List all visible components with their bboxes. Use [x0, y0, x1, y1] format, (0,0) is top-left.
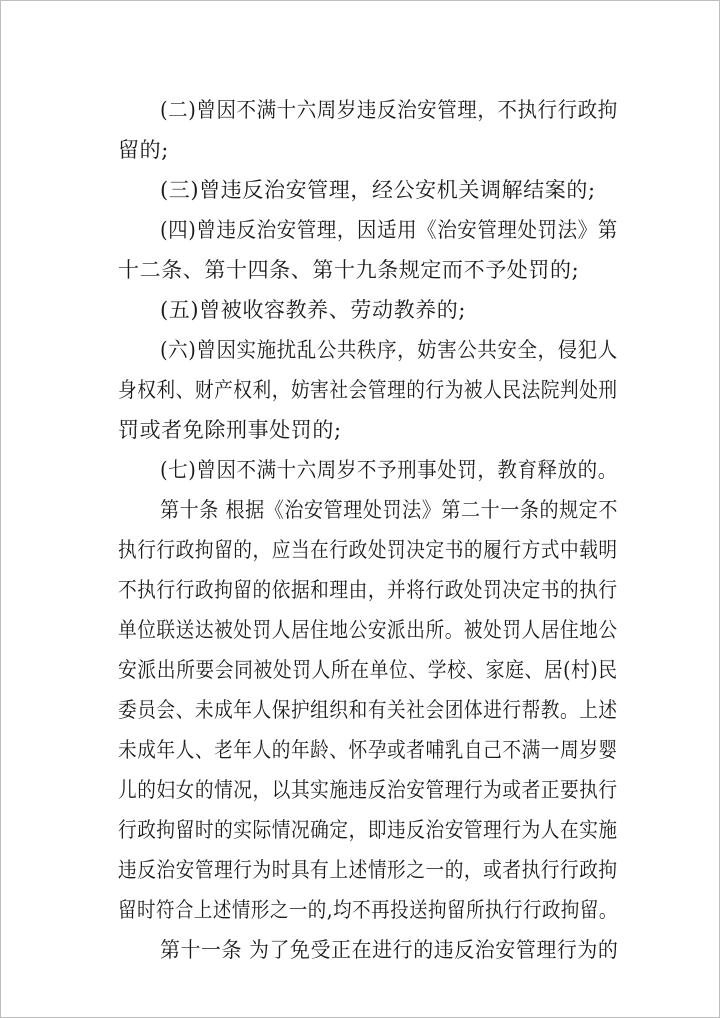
text-line: (四)曾违反治安管理，因适用《治安管理处罚法》第	[160, 218, 618, 242]
text-line: 罚或者免除刑事处罚的;	[118, 418, 342, 442]
text-line: 单位联送达被处罚人居住地公安派出所。被处罚人居住地公	[118, 618, 618, 642]
text-line: (五)曾被收容教养、劳动教养的;	[160, 298, 467, 322]
text-line: 委员会、未成年人保护组织和有关社会团体进行帮教。上述	[118, 698, 618, 722]
text-line: 第十条 根据《治安管理处罚法》第二十一条的规定不	[160, 498, 619, 522]
text-line: 儿的妇女的情况，以其实施违反治安管理行为或者正要执行	[118, 778, 618, 802]
text-line: (七)曾因不满十六周岁不予刑事处罚，教育释放的。	[160, 458, 618, 482]
text-line: 未成年人、老年人的年龄、怀孕或者哺乳自己不满一周岁婴	[118, 738, 618, 762]
text-line: (六)曾因实施扰乱公共秩序，妨害公共安全，侵犯人	[160, 338, 618, 362]
text-line: 留时符合上述情形之一的,均不再投送拘留所执行行政拘留。	[118, 898, 618, 922]
text-line: (二)曾因不满十六周岁违反治安管理，不执行行政拘	[160, 98, 618, 122]
text-line: 执行行政拘留的，应当在行政处罚决定书的履行方式中载明	[118, 538, 618, 562]
text-line: 身权利、财产权利，妨害社会管理的行为被人民法院判处刑	[118, 378, 618, 402]
text-line: 行政拘留时的实际情况确定，即违反治安管理行为人在实施	[118, 818, 618, 842]
text-line: 不执行行政拘留的依据和理由，并将行政处罚决定书的执行	[118, 578, 618, 602]
text-line: 第十一条 为了免受正在进行的违反治安管理行为的	[160, 938, 619, 962]
text-line: 违反治安管理行为时具有上述情形之一的，或者执行行政拘	[118, 858, 618, 882]
text-line: 留的;	[118, 138, 169, 162]
text-line: 安派出所要会同被处罚人所在单位、学校、家庭、居(村)民	[118, 658, 618, 682]
text-line: 十二条、第十四条、第十九条规定而不予处罚的;	[118, 258, 580, 282]
text-line: (三)曾违反治安管理，经公安机关调解结案的;	[160, 178, 596, 202]
